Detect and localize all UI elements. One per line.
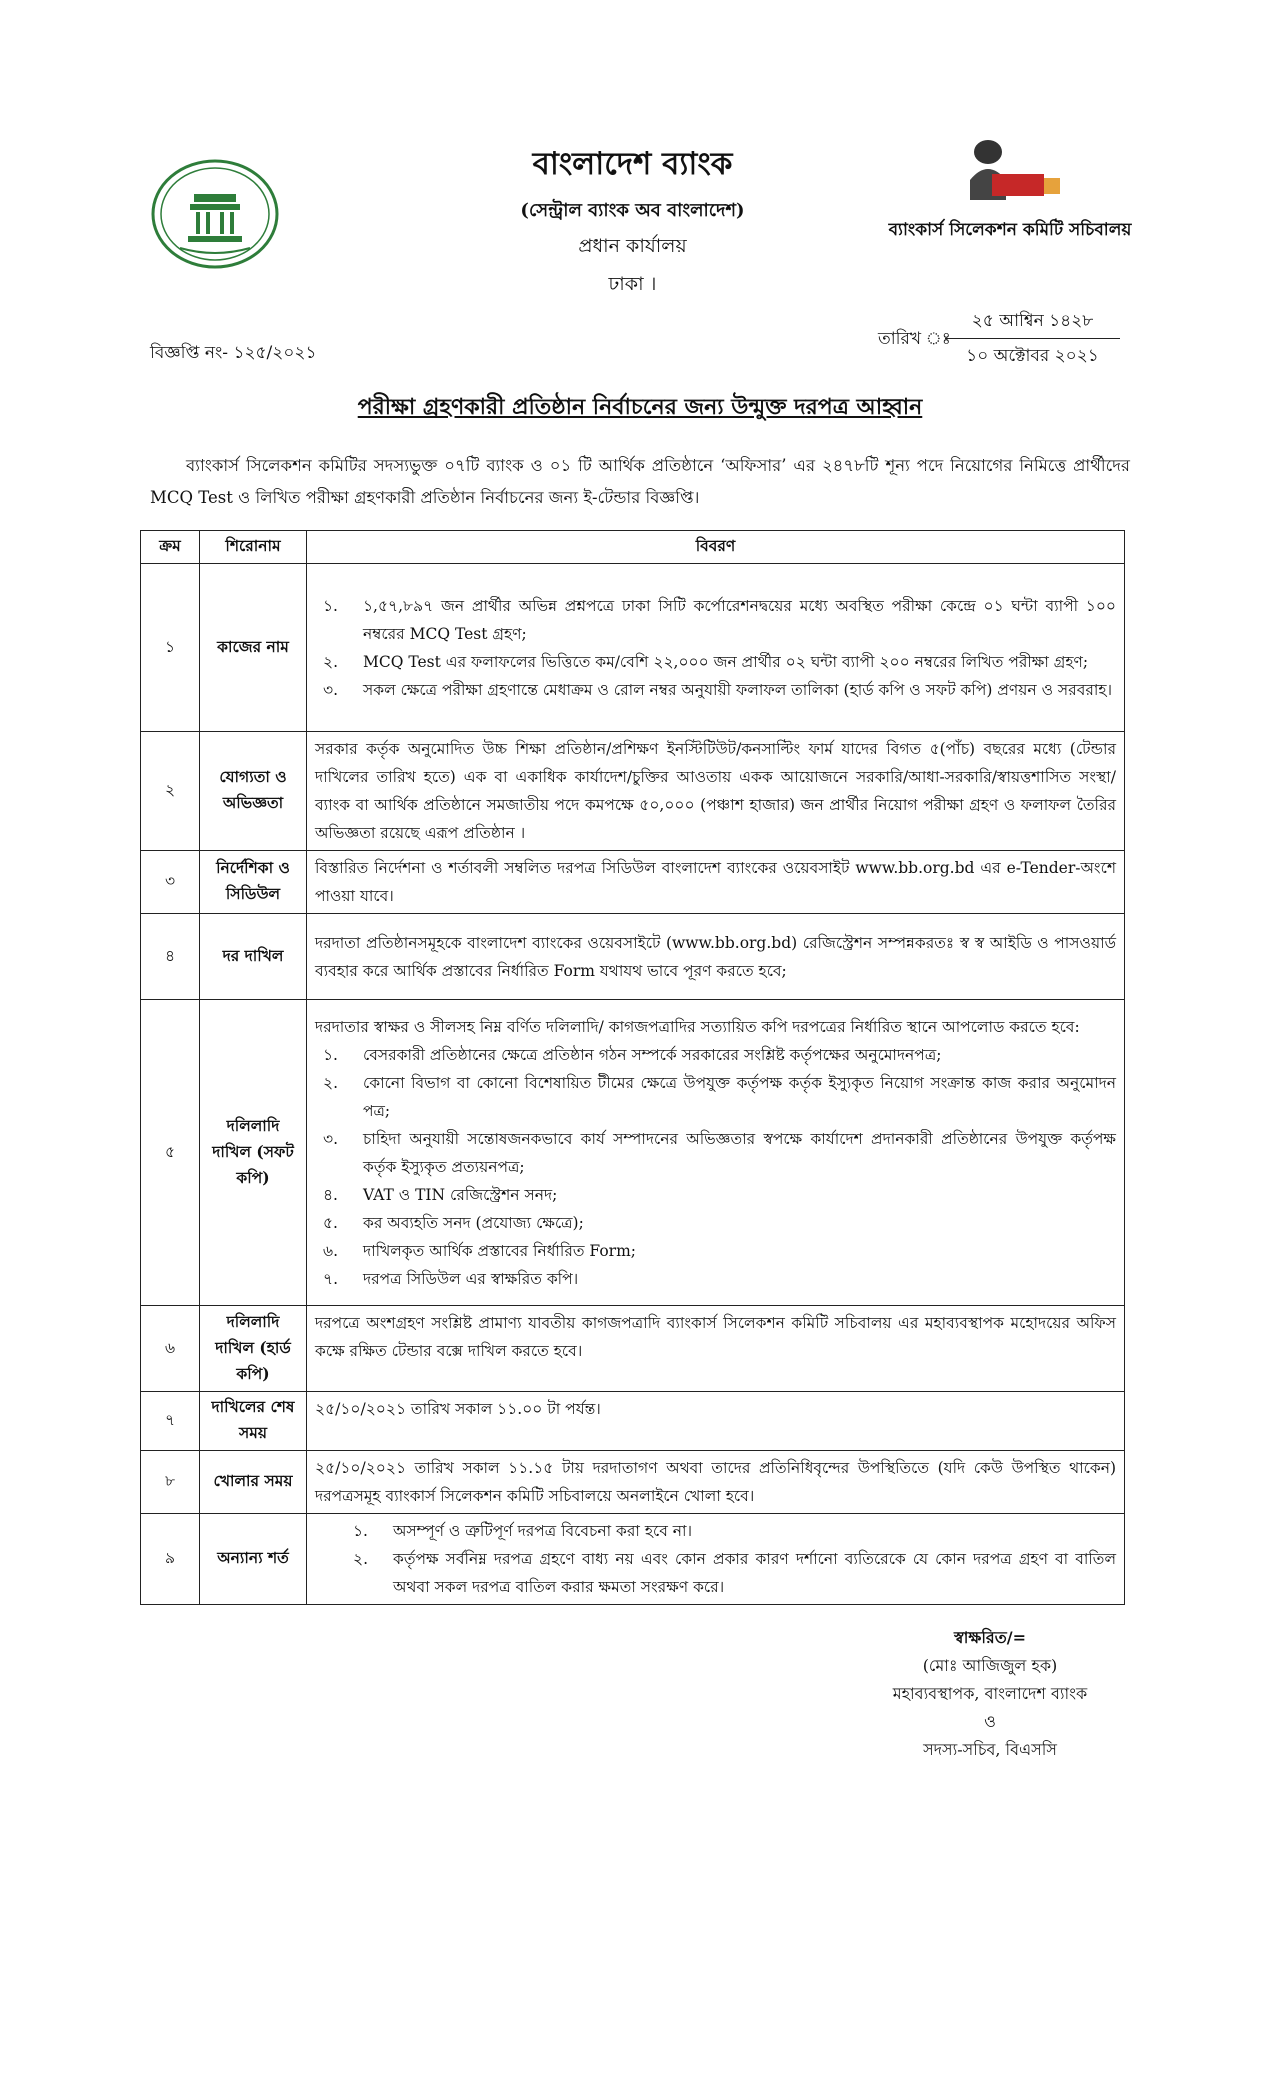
row-heading: কাজের নাম (200, 564, 307, 732)
row-description: দরপত্রে অংশগ্রহণ সংশ্লিষ্ট প্রামাণ্য যাবতীয় কাগজপত্রাদি ব্যাংকার্স সিলেকশন কমিটি সচিবালয় এর মহাব্যবস্থাপক মহোদয়ের অফিস কক্ষে রক্ষিত টেন্ডার বক্সে দাখিল করতে হবে। (307, 1306, 1125, 1392)
office-name: প্রধান কার্যালয় (578, 235, 687, 257)
header-description: বিবরণ (307, 531, 1125, 564)
list-item: ৫. কর অব্যহতি সনদ (প্রযোজ্য ক্ষেত্রে); (323, 1213, 584, 1232)
row-number: ৭ (141, 1392, 200, 1451)
row-number: ১ (141, 564, 200, 732)
date-bengali: ২৫ আশ্বিন ১৪২৮ (971, 311, 1094, 331)
row-heading: দাখিলের শেষ সময় (200, 1392, 307, 1451)
list-item: ৩. চাহিদা অনুযায়ী সন্তোষজনকভাবে কার্য সম্পাদনের অভিজ্ঞতার স্বপক্ষে কার্যাদেশ প্রদানকারী প্রতিষ্ঠানের উপযুক্ত কর্তৃপক্ষ কর্তৃক ইস্যুকৃত প্রত্যয়নপত্র; (323, 1129, 1116, 1176)
row-heading: দর দাখিল (200, 914, 307, 1000)
tender-details-table (140, 530, 1125, 1605)
table-row (141, 1306, 1125, 1392)
table-row (141, 1392, 1125, 1451)
table-row (141, 1000, 1125, 1306)
table-row (141, 1514, 1125, 1605)
row-heading: খোলার সময় (200, 1451, 307, 1514)
city-name: ঢাকা । (608, 273, 657, 295)
row-description (307, 1000, 1125, 1306)
row-description: ২৫/১০/২০২১ তারিখ সকাল ১১.০০ টা পর্যন্ত। (307, 1392, 1125, 1451)
table-row (141, 914, 1125, 1000)
bangladesh-bank-logo (150, 158, 280, 270)
row-intro-text: দরদাতার স্বাক্ষর ও সীলসহ নিম্ন বর্ণিত দলিলাদি/ কাগজপত্রাদির সত্যায়িত কপি দরপত্রের নির্ধারিত স্থানে আপলোড করতে হবে: (315, 1017, 1080, 1036)
row-description (307, 564, 1125, 732)
list-item: ৩. সকল ক্ষেত্রে পরীক্ষা গ্রহণান্তে মেধাক্রম ও রোল নম্বর অনুযায়ী ফলাফল তালিকা (হার্ড কপি ও সফট কপি) প্রণয়ন ও সরবরাহ। (323, 680, 1113, 699)
notice-title: পরীক্ষা গ্রহণকারী প্রতিষ্ঠান নির্বাচনের জন্য উন্মুক্ত দরপত্র আহ্বান (357, 394, 923, 420)
list-item: ১. বেসরকারী প্রতিষ্ঠানের ক্ষেত্রে প্রতিষ্ঠান গঠন সম্পর্কে সরকারের সংশ্লিষ্ট কর্তৃপক্ষের অনুমোদনপত্র; (323, 1045, 942, 1064)
list-item: ১. অসম্পূর্ণ ও ত্রুটিপূর্ণ দরপত্র বিবেচনা করা হবে না। (353, 1522, 693, 1540)
list-item: ২. কর্তৃপক্ষ সর্বনিম্ন দরপত্র গ্রহণে বাধ্য নয় এবং কোন প্রকার কারণ দর্শানো ব্যতিরেকে যে কোন দরপত্র গ্রহণ বা বাতিল অথবা সকল দরপত্র বাতিল করার ক্ষমতা সংরক্ষণ করে। (353, 1550, 1116, 1596)
mujib-centenary-logo (956, 130, 1066, 210)
list-item: ২. কোনো বিভাগ বা কোনো বিশেষায়িত টীমের ক্ষেত্রে উপযুক্ত কর্তৃপক্ষ কর্তৃক ইস্যুকৃত নিয়োগ সংক্রান্ত কাজ করার অনুমোদন পত্র; (323, 1073, 1116, 1120)
list-item: ১. ১,৫৭,৮৯৭ জন প্রার্থীর অভিন্ন প্রশ্নপত্রে ঢাকা সিটি কর্পোরেশনদ্বয়ের মধ্যে অবস্থিত পরীক্ষা কেন্দ্রে ০১ ঘন্টা ব্যাপী ১০০ নম্বরের MCQ Test গ্রহণ; (323, 596, 1116, 643)
table-row (141, 732, 1125, 851)
row-description: দরদাতা প্রতিষ্ঠানসমূহকে বাংলাদেশ ব্যাংকের ওয়েবসাইটে (www.bb.org.bd) রেজিস্ট্রেশন সম্পন্নকরতঃ স্ব স্ব আইডি ও পাসওয়ার্ড ব্যবহার করে আর্থিক প্রস্তাবের নির্ধারিত Form যথাযথ ভাবে পূরণ করতে হবে; (307, 914, 1125, 1000)
header-serial: ক্রম (141, 531, 200, 564)
notice-number: বিজ্ঞপ্তি নং- ১২৫/২০২১ (150, 343, 317, 363)
list-item: ২. MCQ Test এর ফলাফলের ভিত্তিতে কম/বেশি ২২,০০০ জন প্রার্থীর ০২ ঘন্টা ব্যাপী ২০০ নম্বরের লিখিত পরীক্ষা গ্রহণ; (323, 652, 1089, 671)
row-heading: যোগ্যতা ও অভিজ্ঞতা (200, 732, 307, 851)
row-heading: দলিলাদি দাখিল (সফট কপি) (200, 1000, 307, 1306)
list-item: ৪. VAT ও TIN রেজিস্ট্রেশন সনদ; (323, 1185, 558, 1204)
list-item: ৬. দাখিলকৃত আর্থিক প্রস্তাবের নির্ধারিত Form; (323, 1241, 636, 1260)
list-item: ৭. দরপত্র সিডিউল এর স্বাক্ষরিত কপি। (323, 1269, 579, 1288)
date-label: তারিখ ঃ (878, 329, 951, 349)
intro-paragraph: ব্যাংকার্স সিলেকশন কমিটির সদস্যভুক্ত ০৭টি ব্যাংক ও ০১ টি আর্থিক প্রতিষ্ঠানে ‘অফিসার’ এর ২৪৭৮টি শূন্য পদে নিয়োগের নিমিত্তে প্রার্থীদের MCQ Test ও লিখিত পরীক্ষা গ্রহণকারী প্রতিষ্ঠান নির্বাচনের জন্য ই-টেন্ডার বিজ্ঞপ্তি। (150, 456, 1130, 507)
row-description: সরকার কর্তৃক অনুমোদিত উচ্চ শিক্ষা প্রতিষ্ঠান/প্রশিক্ষণ ইনস্টিটিউট/কনসাল্টিং ফার্ম যাদের বিগত ৫(পাঁচ) বছরের মধ্যে (টেন্ডার দাখিলের তারিখ হতে) এক বা একাধিক কার্যাদেশ/চুক্তির আওতায় একক আয়োজনে সরকারি/আধা-সরকারি/স্বায়ত্তশাসিত সংস্থা/ব্যাংক বা আর্থিক প্রতিষ্ঠানে সমজাতীয় পদে কমপক্ষে ৫০,০০০ (পঞ্চাশ হাজার) জন প্রার্থীর নিয়োগ পরীক্ষা গ্রহণ ও ফলাফল তৈরির অভিজ্ঞতা রয়েছে এরূপ প্রতিষ্ঠান । (307, 732, 1125, 851)
row-description (307, 1514, 1125, 1605)
signatory-designation: মহাব্যবস্থাপক, বাংলাদেশ ব্যাংক (892, 1684, 1088, 1703)
table-row (141, 1451, 1125, 1514)
table-row (141, 851, 1125, 914)
row-number: ৪ (141, 914, 200, 1000)
date-divider (945, 338, 1120, 339)
row-number: ৫ (141, 1000, 200, 1306)
row-heading: নির্দেশিকা ও সিডিউল (200, 851, 307, 914)
secretariat-name: ব্যাংকার্স সিলেকশন কমিটি সচিবালয় (888, 220, 1132, 240)
header-heading: শিরোনাম (200, 531, 307, 564)
row-number: ২ (141, 732, 200, 851)
row-number: ৮ (141, 1451, 200, 1514)
date-box (945, 306, 1120, 371)
row-number: ৯ (141, 1514, 200, 1605)
bank-name: বাংলাদেশ ব্যাংক (532, 146, 733, 182)
row-description: ২৫/১০/২০২১ তারিখ সকাল ১১.১৫ টায় দরদাতাগণ অথবা তাদের প্রতিনিধিবৃন্দের উপস্থিতিতে (যদি কেউ উপস্থিত থাকেন) দরপত্রসমূহ ব্যাংকার্স সিলেকশন কমিটি সচিবালয়ে অনলাইনে খোলা হবে। (307, 1451, 1125, 1514)
row-heading: দলিলাদি দাখিল (হার্ড কপি) (200, 1306, 307, 1392)
row-number: ৩ (141, 851, 200, 914)
signatory-conjunction: ও (984, 1712, 996, 1731)
table-row (141, 564, 1125, 732)
row-description: বিস্তারিত নির্দেশনা ও শর্তাবলী সম্বলিত দরপত্র সিডিউল বাংলাদেশ ব্যাংকের ওয়েবসাইট www.bb.org.bd এর e-Tender-অংশে পাওয়া যাবে। (307, 851, 1125, 914)
signature-mark: স্বাক্ষরিত/= (954, 1628, 1026, 1647)
signatory-role: সদস্য-সচিব, বিএসসি (923, 1740, 1057, 1759)
table-header-row (141, 531, 1125, 564)
date-english: ১০ অক্টোবর ২০২১ (966, 346, 1099, 366)
signatory-name: (মোঃ আজিজুল হক) (922, 1656, 1058, 1675)
row-heading: অন্যান্য শর্ত (200, 1514, 307, 1605)
row-number: ৬ (141, 1306, 200, 1392)
bank-subtitle: (সেন্ট্রাল ব্যাংক অব বাংলাদেশ) (520, 200, 745, 221)
